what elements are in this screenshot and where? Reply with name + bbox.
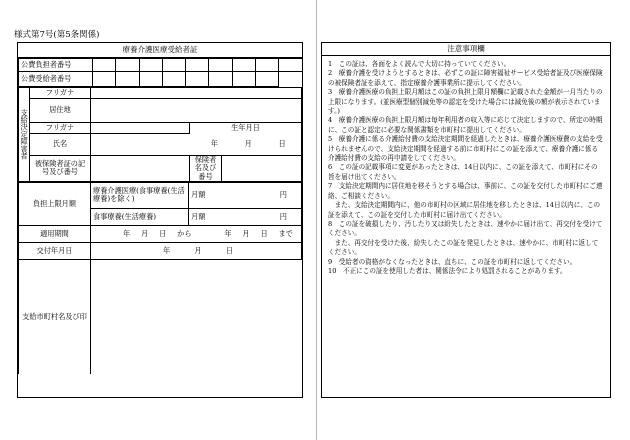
certificate-panel bbox=[17, 42, 303, 398]
medical-care-cost-label: 療養介護医療(食事療養(生活療養)を除く) bbox=[91, 182, 189, 208]
beneficiary-table bbox=[18, 87, 302, 182]
period-to: まで bbox=[278, 228, 293, 238]
blank-cell bbox=[279, 72, 302, 87]
yen-label-2: 円 bbox=[249, 208, 302, 225]
digit-cell bbox=[209, 72, 232, 87]
insured-symbol-number-label: 被保険者証の記号及び番号 bbox=[30, 156, 91, 182]
period-to-day: 日 bbox=[260, 228, 268, 238]
notice-item-1: 1 この証は、各面をよく読んで大切に持っていてください。 bbox=[328, 60, 511, 68]
issue-month: 月 bbox=[194, 245, 202, 255]
form-number: 様式第7号(第5条関係) bbox=[14, 30, 100, 40]
insurer-name-number-value bbox=[222, 156, 302, 182]
digit-cell bbox=[209, 59, 232, 72]
digit-cell bbox=[116, 59, 139, 72]
municipality-value bbox=[91, 259, 302, 374]
issue-year: 年 bbox=[163, 245, 171, 255]
digit-cell bbox=[232, 72, 255, 87]
digit-cell bbox=[255, 59, 278, 72]
furigana-label-2: フリガナ bbox=[30, 123, 91, 134]
digit-cell bbox=[93, 59, 116, 72]
notice-item-4: 4 療養介護医療の負担上限月額は毎年利用者の収入等に応じて決定しますので、所定の時期に、この証と認定に必要な関係書類を市町村に提出してください。 bbox=[328, 116, 603, 134]
meal-care-cost-label: 食事療養(生活療養) bbox=[91, 208, 189, 225]
birthdate-value bbox=[190, 134, 302, 156]
period-label: 適用期間 bbox=[19, 225, 91, 242]
name-value bbox=[91, 134, 190, 156]
digit-cell bbox=[255, 72, 278, 87]
digit-cell bbox=[186, 59, 209, 72]
birth-month: 月 bbox=[244, 139, 252, 149]
notice-body bbox=[322, 56, 610, 276]
address-value bbox=[91, 99, 302, 123]
birthdate-label: 生年月日 bbox=[190, 123, 302, 134]
digit-cell bbox=[162, 59, 185, 72]
notice-item-7b: また、支給決定期間内に、他の市町村の区域に居住地を移したときは、14日以内に、この証を添えて、この証を交付した市町村に届け出てください。 bbox=[328, 201, 601, 219]
digit-cell bbox=[139, 59, 162, 72]
birth-day: 日 bbox=[278, 139, 286, 149]
beneficiary-section-label: 支給決定障害者 bbox=[19, 88, 30, 182]
period-to-year: 年 bbox=[224, 228, 232, 238]
period-value bbox=[91, 225, 302, 242]
furigana-value bbox=[91, 88, 302, 99]
public-payer-number-label: 公費負担者番号 bbox=[19, 59, 93, 72]
issue-date-value bbox=[91, 242, 302, 259]
period-from-year: 年 bbox=[123, 228, 131, 238]
digit-cell bbox=[162, 72, 185, 87]
issue-day: 日 bbox=[225, 245, 233, 255]
period-to-month: 月 bbox=[242, 228, 250, 238]
certificate-title: 療養介護医療受給者証 bbox=[18, 43, 302, 58]
digit-cell bbox=[232, 59, 255, 72]
address-label: 居住地 bbox=[30, 99, 91, 123]
municipality-label: 支給市町村名及び印 bbox=[19, 259, 91, 374]
limit-table bbox=[18, 182, 302, 375]
digit-cell bbox=[186, 72, 209, 87]
digit-cell bbox=[279, 59, 302, 72]
digit-cell bbox=[116, 72, 139, 87]
number-table bbox=[18, 58, 302, 87]
public-recipient-number-label: 公費受給者番号 bbox=[19, 72, 93, 87]
period-from-day: 日 bbox=[159, 228, 167, 238]
furigana-value-2 bbox=[91, 123, 190, 134]
notice-panel bbox=[321, 42, 611, 398]
limit-label: 負担上限月額 bbox=[19, 182, 91, 225]
digit-cell bbox=[139, 72, 162, 87]
insurer-name-number-label: 保険者名及び番号 bbox=[190, 156, 222, 182]
digit-cell bbox=[93, 72, 116, 87]
issue-date-label: 交付年月日 bbox=[19, 242, 91, 259]
yen-label: 円 bbox=[249, 182, 302, 208]
notice-item-8: 8 この証を破損したり、汚したり又は紛失したときは、速やかに届け出て、再交付を受けてください。 bbox=[328, 219, 603, 238]
notice-item-7: 7 支給決定期間内に居住地を移そうとする場合は、事前に、この証を交付した市町村にご連絡、ご相談ください。 bbox=[328, 182, 603, 200]
notice-item-6: 6 この証の記載事項に変更があったときは、14日以内に、この証を添えて、市町村にその旨を届け出てください。 bbox=[328, 163, 598, 181]
furigana-label: フリガナ bbox=[30, 88, 91, 99]
period-from: から bbox=[177, 228, 192, 238]
notice-item-8b: また、再交付を受けた後、紛失したこの証を発見したときは、速やかに、市町村に返してください。 bbox=[328, 238, 599, 257]
birth-year: 年 bbox=[210, 139, 219, 149]
notice-item-9: 9 受給者の資格がなくなったときは、直ちに、この証を市町村に返してください。 bbox=[328, 257, 577, 266]
notice-item-2: 2 療養介護を受けようとするときは、必ずこの証に障害福祉サービス受給者証及び医療保険の被保険者証を添えて、指定療養介護事業所に提示してください。 bbox=[328, 69, 603, 87]
monthly-label: 月額 bbox=[189, 182, 249, 208]
page-divider bbox=[316, 0, 317, 440]
period-from-month: 月 bbox=[141, 228, 149, 238]
notice-item-10: 10 不正にこの証を使用した者は、関係法令により処罰されることがあります。 bbox=[328, 266, 567, 275]
name-label: 氏名 bbox=[30, 134, 91, 156]
notice-item-5: 5 療養介護に係る介護給付費の支給決定期間を経過したときは、療養介護医療費の支給を受けられませんので、支給決定期間を経過する前に市町村にこの証を添えて、療養介護に係る介護給付費の支給の再申請をしてください。 bbox=[328, 135, 603, 163]
notice-item-3: 3 療養介護医療の負担上限月額はこの証の負担上限月額欄に記載された金額が一月当たりの上限になります。(並医療型個別減免等の認定を受けた場合には減免後の額が表示されています。) bbox=[328, 88, 603, 116]
notice-title: 注意事項欄 bbox=[322, 43, 610, 56]
monthly-label-2: 月額 bbox=[189, 208, 249, 225]
insured-symbol-number-value bbox=[91, 156, 190, 182]
